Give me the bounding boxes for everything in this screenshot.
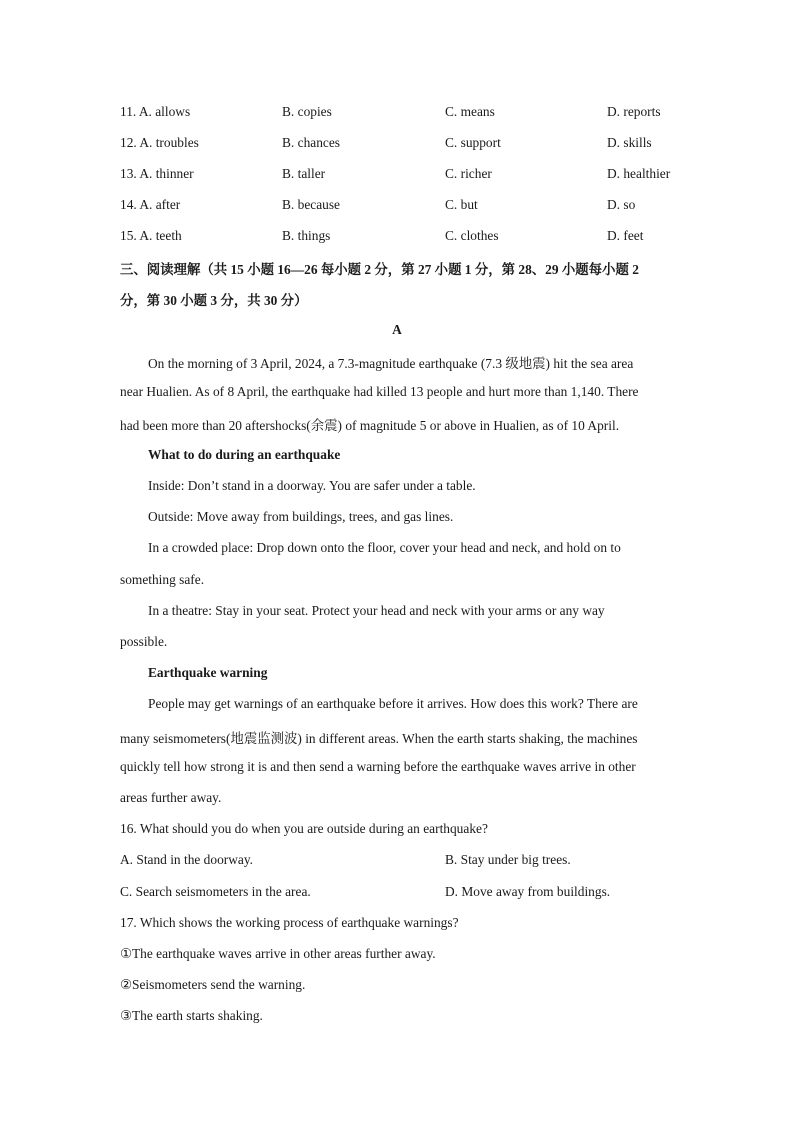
option-b[interactable]: B. taller <box>282 166 326 181</box>
passage-text: In a crowded place: Drop down onto the floor, cover your head and neck, and hold on to <box>148 540 621 555</box>
passage-text: quickly tell how strong it is and then send a warning before the earthquake waves arrive in other <box>120 759 636 774</box>
passage-text: Outside: Move away from buildings, trees, and gas lines. <box>148 509 454 524</box>
question-17-step-1: ①The earthquake waves arrive in other areas further away. <box>120 946 436 961</box>
option-a[interactable]: 13. A. thinner <box>120 166 194 181</box>
option-c[interactable]: C. means <box>445 104 495 119</box>
passage-text: something safe. <box>120 572 205 587</box>
option-c[interactable]: C. support <box>445 135 501 150</box>
passage-text: Inside: Don’t stand in a doorway. You are safer under a table. <box>148 478 476 493</box>
cloze-option-row-14 <box>120 197 680 217</box>
subheading-during-earthquake: What to do during an earthquake <box>148 447 341 462</box>
question-16-stem: 16. What should you do when you are outside during an earthquake? <box>120 821 488 836</box>
subheading-earthquake-warning: Earthquake warning <box>148 665 268 680</box>
section-heading: 三、阅读理解（共 15 小题 16—26 每小题 2 分，第 27 小题 1 分，第 28、29 小题每小题 2 <box>120 262 639 277</box>
passage-text: In a theatre: Stay in your seat. Protect your head and neck with your arms or any way <box>148 603 605 618</box>
cloze-option-row-15 <box>120 228 680 248</box>
option-a[interactable]: A. Stand in the doorway. <box>120 852 254 867</box>
passage-text: had been more than 20 aftershocks(余震) of magnitude 5 or above in Hualien, as of 10 April. <box>120 418 620 433</box>
option-b[interactable]: B. things <box>282 228 331 243</box>
option-a[interactable]: 12. A. troubles <box>120 135 199 150</box>
option-d[interactable]: D. skills <box>607 135 652 150</box>
option-d[interactable]: D. Move away from buildings. <box>445 884 611 899</box>
cloze-option-row-11 <box>120 104 680 124</box>
option-a[interactable]: 11. A. allows <box>120 104 191 119</box>
option-b[interactable]: B. because <box>282 197 341 212</box>
passage-text: areas further away. <box>120 790 222 805</box>
passage-text: People may get warnings of an earthquake before it arrives. How does this work? There are <box>148 696 638 711</box>
passage-text: possible. <box>120 634 168 649</box>
cloze-option-row-12 <box>120 135 680 155</box>
option-b[interactable]: B. copies <box>282 104 332 119</box>
question-17-stem: 17. Which shows the working process of earthquake warnings? <box>120 915 459 930</box>
option-a[interactable]: 14. A. after <box>120 197 181 212</box>
option-d[interactable]: D. feet <box>607 228 644 243</box>
question-17-step-2: ②Seismometers send the warning. <box>120 977 306 992</box>
option-d[interactable]: D. healthier <box>607 166 671 181</box>
section-heading-cont: 分，第 30 小题 3 分，共 30 分） <box>120 293 308 308</box>
option-c[interactable]: C. but <box>445 197 478 212</box>
option-b[interactable]: B. chances <box>282 135 341 150</box>
option-d[interactable]: D. reports <box>607 104 661 119</box>
option-b[interactable]: B. Stay under big trees. <box>445 852 571 867</box>
cloze-option-row-13 <box>120 166 680 186</box>
passage-text: many seismometers(地震监测波) in different areas. When the earth starts shaking, the machines <box>120 731 638 746</box>
option-c[interactable]: C. richer <box>445 166 492 181</box>
passage-label: A <box>392 322 402 337</box>
passage-text: On the morning of 3 April, 2024, a 7.3-magnitude earthquake (7.3 级地震) hit the sea area <box>148 356 634 371</box>
option-a[interactable]: 15. A. teeth <box>120 228 182 243</box>
passage-text: near Hualien. As of 8 April, the earthquake had killed 13 people and hurt more than 1,140. There <box>120 384 639 399</box>
option-d[interactable]: D. so <box>607 197 636 212</box>
question-17-step-3: ③The earth starts shaking. <box>120 1008 263 1023</box>
option-c[interactable]: C. clothes <box>445 228 499 243</box>
option-c[interactable]: C. Search seismometers in the area. <box>120 884 311 899</box>
